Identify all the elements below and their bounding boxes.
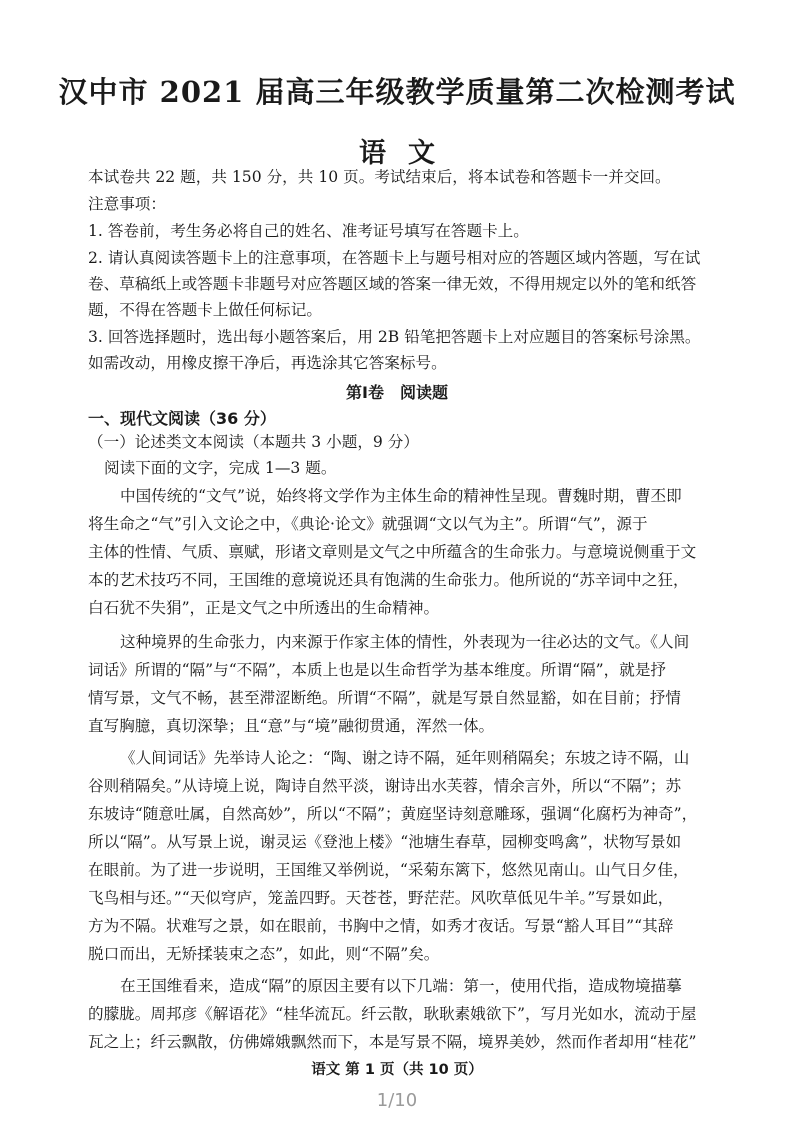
passage-line: 东坡诗“随意吐属，自然高妙”，所以“不隔”；黄庭坚诗刻意雕琢，强调“化腐朽为神奇”， [88, 805, 698, 823]
passage-line: 所以“隔”。从写景上说，谢灵运《登池上楼》“池塘生春草，园柳变鸣禽”，状物写景如 [88, 833, 682, 851]
notice-line: 1. 答卷前，考生务必将自己的姓名、准考证号填写在答题卡上。 [88, 222, 529, 240]
passage-line: 谷则稍隔矣。”从诗境上说，陶诗自然平淡，谢诗出水芙蓉，情余言外，所以“不隔”；苏 [88, 777, 682, 795]
passage-line: 在王国维看来，造成“隔”的原因主要有以下几端：第一，使用代指，造成物境描摹 [120, 977, 682, 995]
passage-line: 白石犹不失狷”，正是文气之中所透出的生命精神。 [88, 599, 440, 617]
notice-line: 如需改动，用橡皮擦干净后，再选涂其它答案标号。 [88, 354, 447, 372]
passage-line: 情写景，文气不畅，甚至滞涩断绝。所谓“不隔”，就是写景自然显豁，如在目前；抒情 [88, 689, 681, 707]
subject-title: 语文 [359, 138, 457, 169]
part-heading: 一、现代文阅读（36 分） [88, 409, 276, 428]
passage-line: 方为不隔。状难写之景，如在眼前，书胸中之情，如秀才夜话。写景“豁人耳目”“其辞 [88, 917, 674, 935]
notice-line: 3. 回答选择题时，选出每小题答案后，用 2B 铅笔把答题卡上对应题目的答案标号涂黑。 [88, 328, 701, 346]
volume-title: 第Ⅰ卷 阅读题 [346, 383, 448, 402]
notice-intro: 本试卷共 22 题，共 150 分，共 10 页。考试结束后，将本试卷和答题卡一并交回。 [88, 168, 671, 186]
subpart-heading: （一）论述类文本阅读（本题共 3 小题，9 分） [88, 433, 419, 451]
page-indicator: 1/10 [376, 1090, 418, 1111]
reading-instruction: 阅读下面的文字，完成 1—3 题。 [104, 459, 337, 477]
passage-line: 本的艺术技巧不同，王国维的意境说还具有饱满的生命张力。他所说的“苏辛词中之狂， [88, 571, 689, 589]
page-footer: 语文 第 1 页（共 10 页） [311, 1062, 483, 1078]
passage-line: 直写胸臆，真切深挚；且“意”与“境”融彻贯通，浑然一体。 [88, 717, 495, 735]
passage-line: 的朦胧。周邦彦《解语花》“桂华流瓦。纤云散，耿耿素娥欲下”，写月光如水，流动于屋 [88, 1005, 697, 1023]
passage-line: 脱口而出，无矫揉装束之态”，如此，则“不隔”矣。 [88, 945, 440, 963]
passage-line: 飞鸟相与还。”“天似穹庐，笼盖四野。天苍苍，野茫茫。风吹草低见牛羊。”写景如此， [88, 889, 674, 907]
passage-line: 将生命之“气”引入文论之中，《典论·论文》就强调“文以气为主”。所谓“气”，源于 [88, 515, 648, 533]
notice-line: 题，不得在答题卡上做任何标记。 [88, 301, 322, 319]
passage-line: 在眼前。为了进一步说明，王国维又举例说，“采菊东篱下，悠然见南山。山气日夕佳， [88, 861, 689, 879]
notice-line: 卷、草稿纸上或答题卡非题号对应答题区域的答案一律无效，不得用规定以外的笔和纸答 [88, 275, 697, 293]
notice-line: 2. 请认真阅读答题卡上的注意事项，在答题卡上与题号相对应的答题区域内答题，写在试 [88, 249, 701, 267]
passage-line: 主体的性情、气质、禀赋，形诸文章则是文气之中所蕴含的生命张力。与意境说侧重于文 [88, 543, 697, 561]
notice-heading: 注意事项： [88, 195, 166, 213]
passage-line: 这种境界的生命张力，内来源于作家主体的情性，外表现为一往必达的文气。《人间 [120, 633, 690, 651]
passage-line: 中国传统的“文气”说，始终将文学作为主体生命的精神性呈现。曹魏时期，曹丕即 [120, 487, 682, 505]
exam-title: 汉中市 2021 届高三年级教学质量第二次检测考试 [58, 75, 736, 109]
passage-line: 词话》所谓的“隔”与“不隔”，本质上也是以生命哲学为基本维度。所谓“隔”，就是抒 [88, 661, 667, 679]
passage-line: 《人间词话》先举诗人论之：“陶、谢之诗不隔，延年则稍隔矣；东坡之诗不隔，山 [120, 749, 690, 767]
passage-line: 瓦之上；纤云飘散，仿佛嫦娥飘然而下，本是写景不隔，境界美妙，然而作者却用“桂花” [88, 1033, 697, 1051]
